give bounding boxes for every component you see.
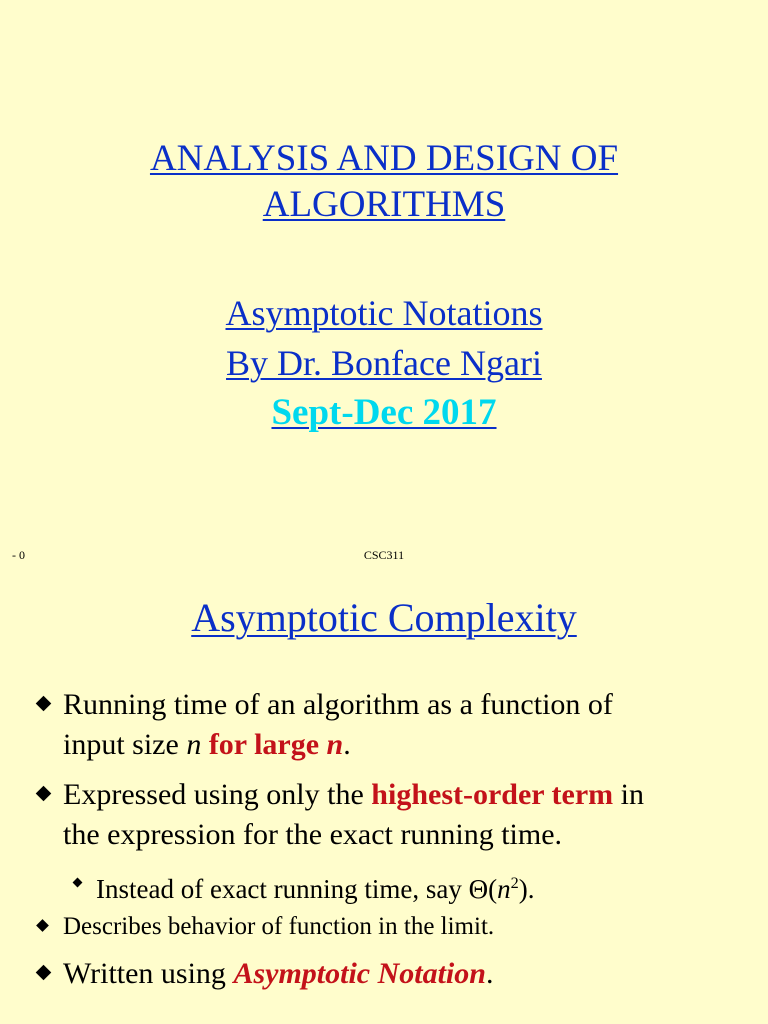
emphasis-text: for large bbox=[208, 728, 327, 761]
diamond-bullet-icon bbox=[36, 919, 49, 932]
emphasis-text: highest-order term bbox=[371, 778, 614, 811]
course-title bbox=[0, 136, 768, 228]
author-line: By Dr. Bonface Ngari bbox=[226, 343, 542, 383]
diamond-bullet-icon bbox=[36, 786, 52, 802]
course-title-line-2: ALGORITHMS bbox=[262, 184, 506, 225]
slide-title: Asymptotic Complexity bbox=[191, 595, 577, 640]
subtitle-block bbox=[0, 288, 768, 438]
diamond-bullet-icon bbox=[36, 965, 52, 981]
page-number: - 0 bbox=[12, 548, 25, 562]
diamond-bullet-icon bbox=[73, 878, 83, 888]
content-slide: - 0 CSC311 Asymptotic Complexity Running time of an algorithm as a function of input size n for large n. Expressed using only the highest-order term in the expression for the exact running time. Instead of exact running time, say $\Theta(n^2)$. Describes behavior of function in the limit. Written using Asymptotic Notation. bbox=[0, 560, 768, 1024]
bullet-text: Running time of an algorithm as a function of bbox=[63, 688, 613, 721]
emphasis-text: Asymptotic Notation bbox=[233, 957, 486, 990]
semester-dates: Sept-Dec 2017 bbox=[271, 392, 497, 433]
diamond-bullet-icon bbox=[36, 696, 52, 712]
lecture-subtitle: Asymptotic Notations bbox=[225, 293, 543, 333]
course-code: CSC311 bbox=[363, 548, 405, 562]
course-title-line-1: ANALYSIS AND DESIGN OF bbox=[149, 138, 619, 179]
